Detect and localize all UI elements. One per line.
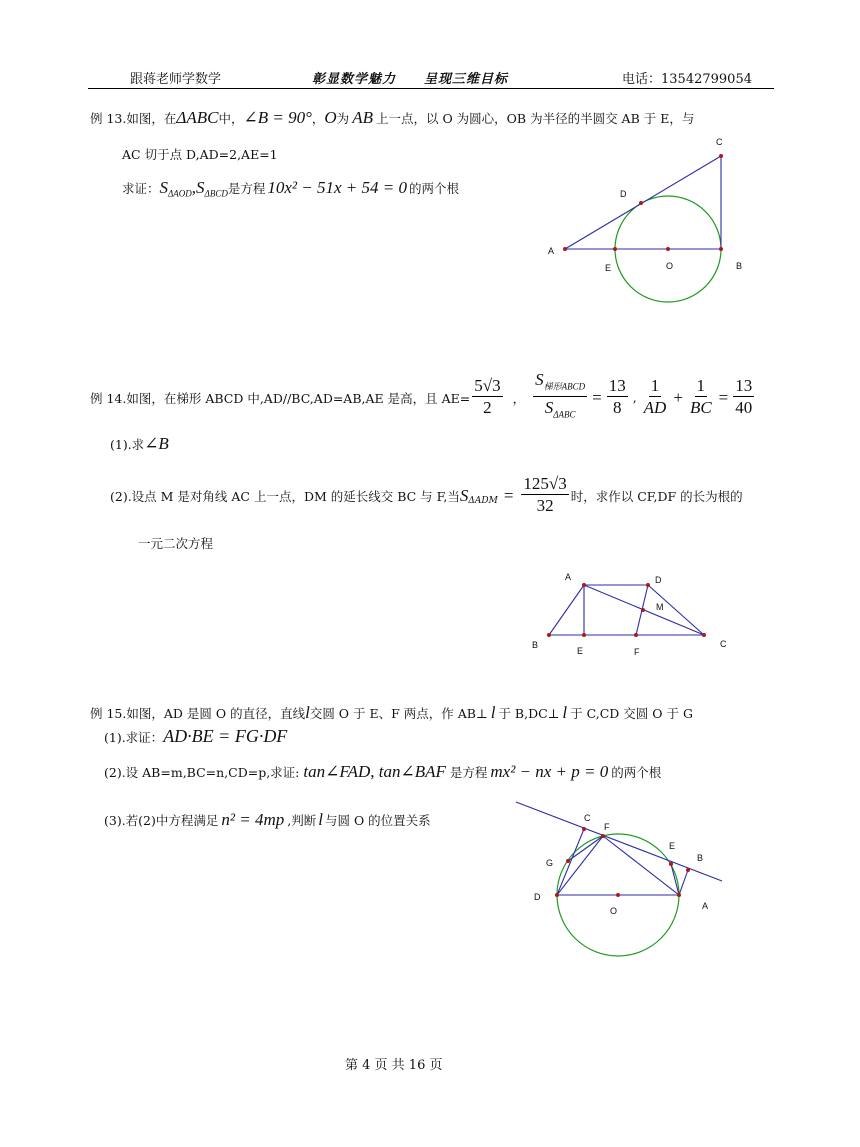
ex13-s2: S xyxy=(196,178,205,197)
ex15-segment-ab xyxy=(679,870,688,895)
ex15-l1: l xyxy=(305,703,310,722)
ex13-segment-ac xyxy=(565,156,721,249)
ex15-segment-dc xyxy=(557,829,584,895)
ex14-point-b xyxy=(547,633,551,637)
ex13-angle: ∠B = 90° xyxy=(243,108,312,127)
ex14-point-e xyxy=(582,633,586,637)
ex14-q2-num: 125√3 xyxy=(523,474,567,493)
ex13-point-o xyxy=(666,247,670,251)
ex15-line1 xyxy=(90,703,693,723)
header-middle: 彰显数学魅力 呈现三维目标 xyxy=(312,72,509,87)
ex14-q2: (2).设点 M 是对角线 AC 上一点，DM 的延长线交 BC 与 F,当 S $_{\Delta ADM}$ = $\frac{125√3}{32}$ 时，求作以 CF,DF 的长为根的 xyxy=(110,474,743,515)
ex14-line1: 例 14.如图，在梯形 ABCD 中,AD//BC,AD=AB,AE 是高，且 AE= $\frac{5√3}{2}$ ， $\frac{S_{梯形ABCD}}{S_{\Delta ABC}}$ = $\frac{13}{8}$ , $\frac{1}{AD}$ + $\frac{1}{BC}$ = $\frac{13}{40}$ xyxy=(90,370,756,426)
ex14-point-c xyxy=(702,633,706,637)
ex14-intro: 例 14.如图，在梯形 ABCD 中,AD//BC,AD=AB,AE 是高，且 AE= xyxy=(90,390,471,406)
ex15-q1 xyxy=(104,726,287,747)
ex15-point-g xyxy=(566,859,570,863)
ex14-recip-bc xyxy=(688,376,714,419)
ex14-ratio-den-sub: ΔABC xyxy=(553,409,576,420)
ex13-label-d: D xyxy=(620,189,627,199)
ex14-ae-fraction xyxy=(472,376,502,419)
ex14-point-f xyxy=(634,633,638,637)
ex15-label-b: B xyxy=(697,853,704,863)
ex14-label-f: F xyxy=(634,647,640,657)
ex14-recip2-den: BC xyxy=(689,398,712,418)
ex13-point-e xyxy=(613,247,617,251)
ex15-q3-a: (3).若(2)中方程满足 xyxy=(104,813,219,828)
ex13-label-o: O xyxy=(666,261,674,271)
ex14-segment-ab xyxy=(549,585,584,635)
ex15-label-f: F xyxy=(604,822,610,832)
ex14-q2-s-sub: ΔADM xyxy=(468,495,498,506)
ex14-ratio-num-s: S xyxy=(535,370,544,389)
ex14-point-m xyxy=(641,608,645,612)
ex14-recip-val-num: 13 xyxy=(735,376,753,396)
ex15-point-a xyxy=(677,893,681,897)
ex13-intro: 例 13.如图，在 xyxy=(90,111,177,126)
ex15-q1-eq: AD·BE = FG·DF xyxy=(163,726,288,746)
ex14-q2-a: (2).设点 M 是对角线 AC 上一点，DM 的延长线交 BC 与 F,当 xyxy=(110,488,460,504)
ex13-is-root: 是方程 xyxy=(227,181,266,196)
ex14-q1 xyxy=(110,434,169,454)
ex13-point-c xyxy=(719,154,723,158)
ex14-q1-angle: ∠B xyxy=(144,434,169,453)
ex13-label-e: E xyxy=(605,263,612,273)
ex14-ratio-fraction xyxy=(533,370,587,426)
ex14-recip-value xyxy=(733,376,754,419)
ex15-q2-eq: mx² − nx + p = 0 xyxy=(490,762,609,781)
ex14-recip-ad xyxy=(642,376,669,419)
ex14-label-b: B xyxy=(532,640,539,650)
ex14-ratio-val-num: 13 xyxy=(608,376,626,396)
ex14-figure xyxy=(525,565,735,665)
ex13-label-c: C xyxy=(716,137,723,147)
ex14-ratio-den-s: S xyxy=(544,398,554,418)
ex13-point-d xyxy=(639,201,643,205)
ex14-label-a: A xyxy=(565,572,572,582)
ex15-q3-c: 与圆 O 的位置关系 xyxy=(324,813,431,828)
ex13-s1: S xyxy=(159,178,169,197)
ex13-proof: 求证：$S_{\Delta AOD},S_{\Delta BCD}$是方程 10x² − 51x + 54 = 0 的两个根 xyxy=(122,178,459,199)
ex13-line1-tail: 上一点，以 O 为圆心，OB 为半径的半圆交 AB 于 E，与 xyxy=(375,111,695,126)
ex14-q1-label: (1).求 xyxy=(110,437,145,452)
ex15-q1-label: (1).求证： xyxy=(104,730,164,745)
ex15-label-o: O xyxy=(610,906,618,916)
ex15-q3 xyxy=(104,810,431,830)
header-right: 电话：13542799054 xyxy=(622,72,752,87)
ex13-point-a xyxy=(563,247,567,251)
ex14-ratio-num-sub: 梯形ABCD xyxy=(543,381,586,392)
ex15-q2-tan: tan∠FAD, tan∠BAF xyxy=(303,762,446,781)
ex15-label-g: G xyxy=(546,858,554,868)
ex14-label-m: M xyxy=(656,602,664,612)
page-footer: 第 4 页 共 16 页 xyxy=(345,1058,443,1073)
ex15-q2 xyxy=(104,762,661,782)
ex13-comma: ， xyxy=(311,111,325,126)
ex14-ae-den: 2 xyxy=(483,398,492,418)
ex13-ab: AB xyxy=(352,108,373,127)
ex13-line2: AC 切于点 D,AD=2,AE=1 xyxy=(122,147,278,162)
ex13-proof-label: 求证： xyxy=(122,181,160,196)
ex13-o: O xyxy=(324,108,337,127)
ex13-tail: 的两个根 xyxy=(408,181,459,196)
ex15-point-e xyxy=(669,862,673,866)
ex14-recip1-den: AD xyxy=(643,398,667,418)
ex14-label-c: C xyxy=(720,639,727,649)
ex13-wei: 为 xyxy=(336,111,350,126)
ex14-recip-val-den: 40 xyxy=(735,398,753,418)
ex14-q2-b: 时，求作以 CF,DF 的长为根的 xyxy=(570,488,743,504)
ex15-l3: l xyxy=(562,703,568,722)
ex15-point-c xyxy=(582,827,586,831)
ex15-q2-a: (2).设 AB=m,BC=n,CD=p,求证: xyxy=(104,765,300,780)
ex13-s1-sub: ΔAOD xyxy=(168,188,192,199)
ex13-label-a: A xyxy=(548,246,555,256)
ex14-q2-fraction xyxy=(521,474,568,517)
ex15-line1-b: 交圆 O 于 E、F 两点，作 AB⊥ xyxy=(309,706,488,721)
ex15-label-a: A xyxy=(702,901,709,911)
ex15-label-c: C xyxy=(584,813,591,823)
ex15-line1-c: 于 B,DC⊥ xyxy=(498,706,560,721)
ex14-q2-den: 32 xyxy=(536,496,554,515)
ex15-line-l xyxy=(516,802,722,881)
ex14-ratio-value xyxy=(607,376,628,419)
ex15-segment-df xyxy=(557,836,603,895)
ex13-point-b xyxy=(719,247,723,251)
ex14-ratio-val-den: 8 xyxy=(612,398,622,418)
ex14-recip1-num: 1 xyxy=(650,376,660,396)
ex14-label-d: D xyxy=(655,575,662,585)
ex15-point-b xyxy=(686,868,690,872)
ex13-label-b: B xyxy=(736,261,743,271)
header-left: 跟蒋老师学数学 xyxy=(130,72,222,87)
ex13-s2-sub: ΔBCD xyxy=(204,188,228,199)
ex15-q2-c: 的两个根 xyxy=(611,765,662,780)
ex15-l4: l xyxy=(318,810,323,829)
ex15-segment-gf xyxy=(568,836,603,861)
ex14-point-a xyxy=(582,583,586,587)
ex15-point-f xyxy=(601,834,605,838)
ex15-figure xyxy=(510,795,740,970)
ex14-point-d xyxy=(646,583,650,587)
ex13-line1 xyxy=(90,108,694,128)
header-rule xyxy=(88,88,774,89)
ex15-label-d: D xyxy=(534,892,541,902)
ex15-intro: 例 15.如图，AD 是圆 O 的直径，直线 xyxy=(90,706,306,721)
ex15-point-d xyxy=(555,893,559,897)
ex14-recip2-num: 1 xyxy=(696,376,706,396)
ex15-q2-b: 是方程 xyxy=(449,765,488,780)
ex13-equation: 10x² − 51x + 54 = 0 xyxy=(267,178,407,197)
ex15-q3-eq: n² = 4mp xyxy=(221,810,285,829)
ex14-q2-s: S xyxy=(459,485,469,505)
ex15-q3-b: ,判断 xyxy=(287,813,317,828)
ex15-point-o xyxy=(616,893,620,897)
ex15-segment-fa xyxy=(603,836,679,895)
ex13-zhong: 中， xyxy=(218,111,244,126)
ex14-ae-num: 5√3 xyxy=(474,376,501,396)
ex13-triangle: ΔABC xyxy=(176,108,219,127)
ex14-label-e: E xyxy=(577,646,584,656)
ex15-l2: l xyxy=(490,703,496,722)
ex14-q2-tail: 一元二次方程 xyxy=(138,536,214,551)
ex13-figure xyxy=(540,130,760,310)
ex15-line1-d: 于 C,CD 交圆 O 于 G xyxy=(570,706,693,721)
ex15-label-e: E xyxy=(669,841,676,851)
